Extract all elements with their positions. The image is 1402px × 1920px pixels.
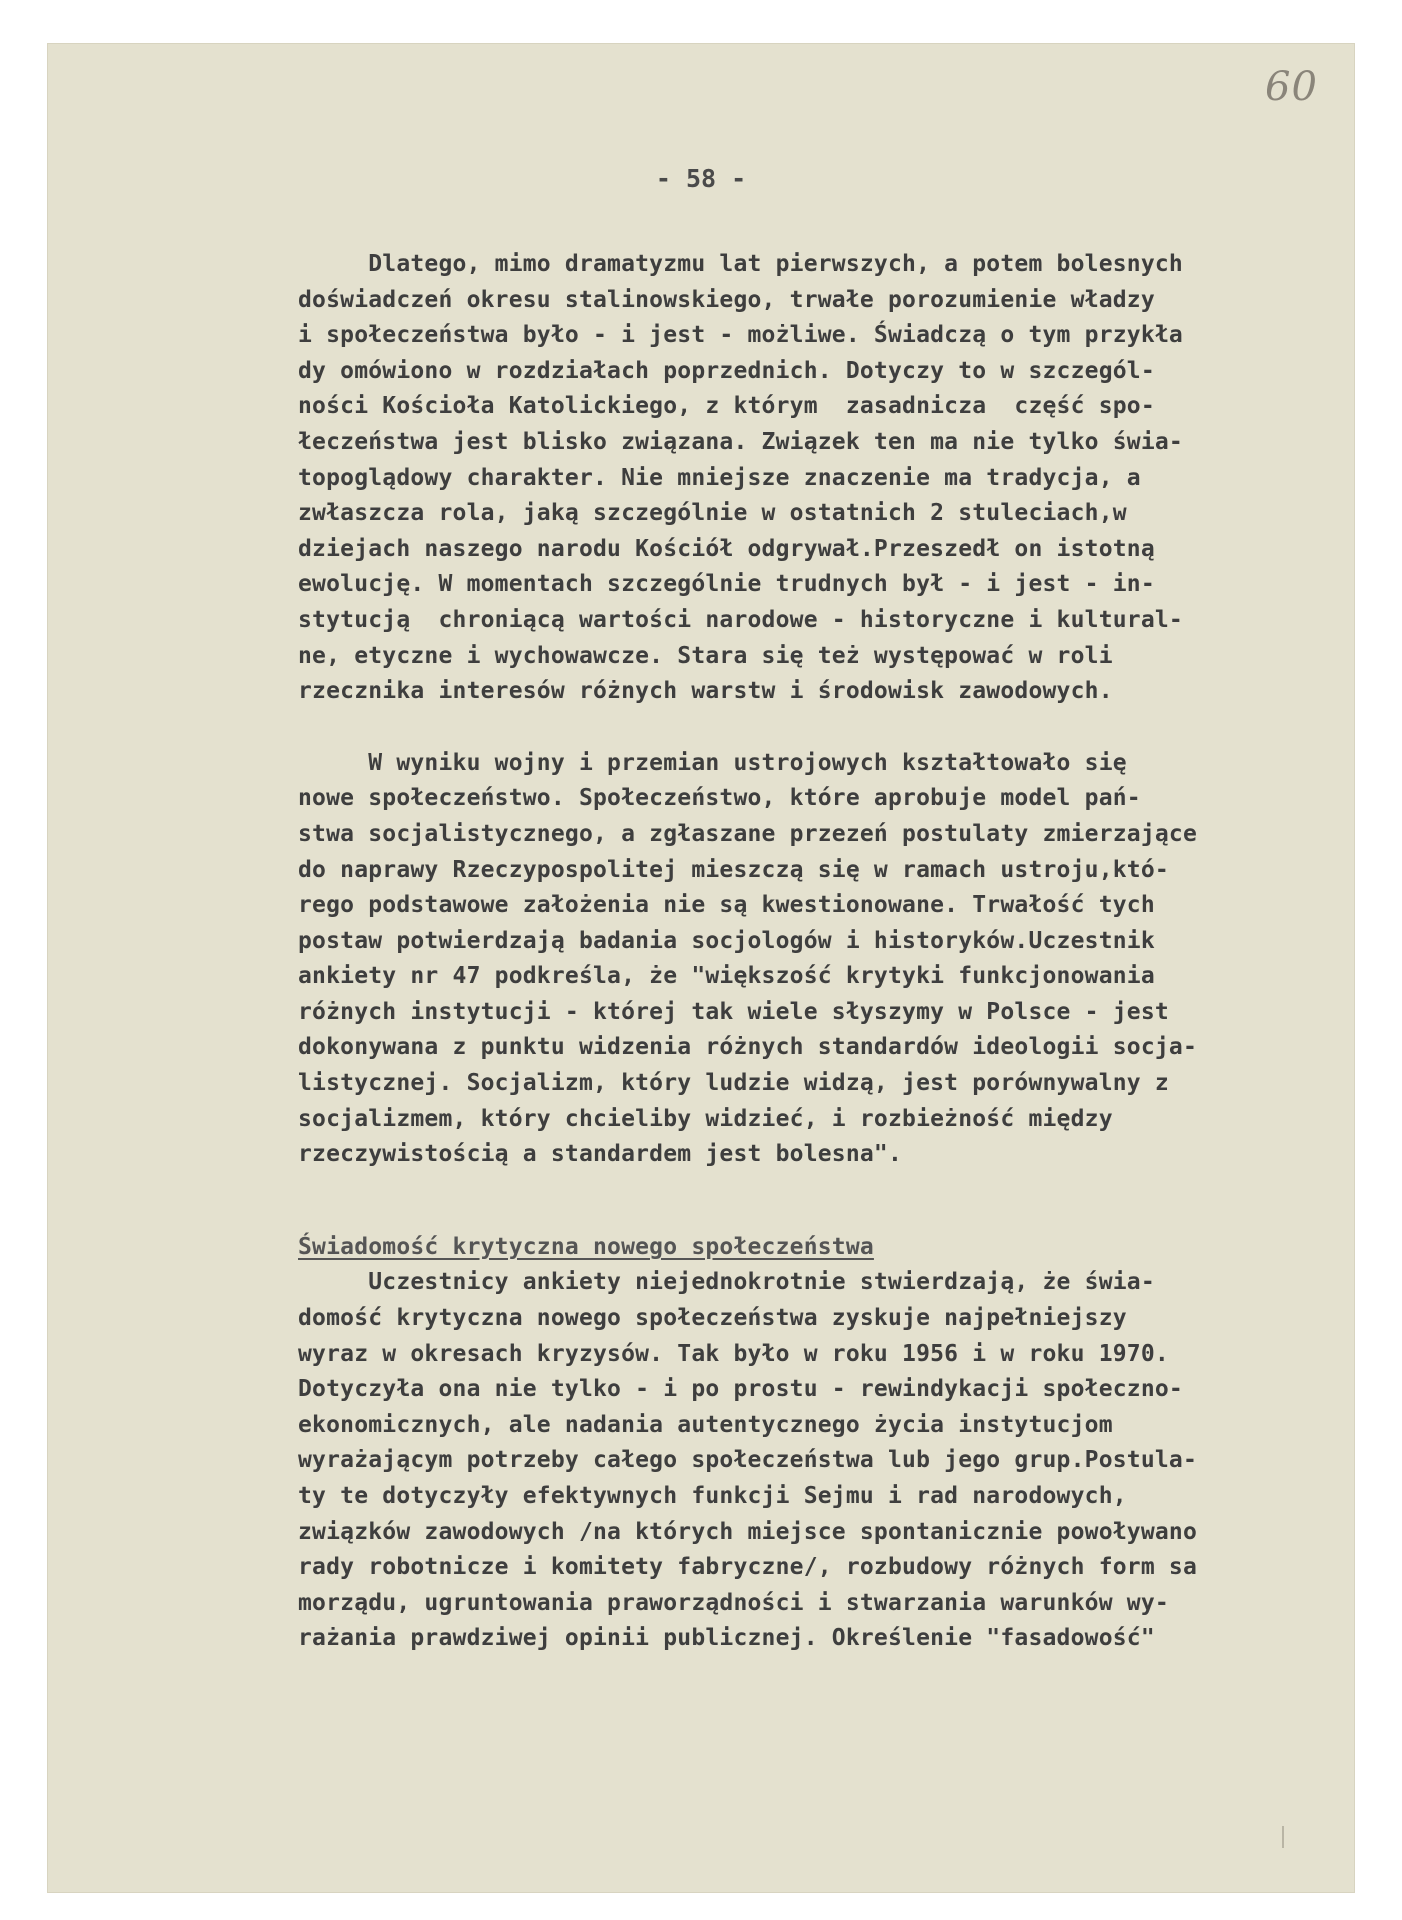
text-line: wyraz w okresach kryzysów. Tak było w roku 1956 i w roku 1970.	[298, 1340, 1169, 1367]
text-line: różnych instytucji - której tak wiele słyszymy w Polsce - jest	[298, 998, 1169, 1025]
text-line: ty te dotyczyły efektywnych funkcji Sejmu i rad narodowych,	[298, 1483, 1127, 1509]
text-line: rażania prawdziwej opinii publicznej. Określenie "fasadowość"	[298, 1625, 1155, 1652]
text-line: ekonomicznych, ale nadania autentycznego życia instytucjom	[298, 1411, 1113, 1438]
text-line: rzeczywistością a standardem jest bolesna".	[298, 1141, 903, 1168]
text-line: ankiety nr 47 podkreśla, że "większość krytyki funkcjonowania	[298, 963, 1155, 990]
text-line: Dlatego, mimo dramatyzmu lat pierwszych, a potem bolesnych	[298, 251, 1183, 277]
text-line: wyrażającym potrzeby całego społeczeństwa lub jego grup.Postula-	[298, 1447, 1198, 1474]
text-line: listycznej. Socjalizm, który ludzie widzą, jest porównywalny z	[298, 1070, 1169, 1097]
text-line: ności Kościoła Katolickiego, z którym zasadnicza część spo-	[298, 393, 1155, 420]
text-line: domość krytyczna nowego społeczeństwa zyskuje najpełniejszy	[298, 1305, 1127, 1332]
text-line: zwłaszcza rola, jaką szczególnie w ostatnich 2 stuleciach,w	[298, 500, 1127, 527]
text-line: W wyniku wojny i przemian ustrojowych kształtowało się	[298, 749, 1127, 776]
section-heading: Świadomość krytyczna nowego społeczeństwa	[298, 1233, 874, 1260]
paragraph-1	[298, 247, 1338, 710]
text-line: nowe społeczeństwo. Społeczeństwo, które aprobuje model pań-	[298, 785, 1141, 812]
text-line: doświadczeń okresu stalinowskiego, trwałe porozumienie władzy	[298, 286, 1155, 313]
text-line: morządu, ugruntowania praworządności i stwarzania warunków wy-	[298, 1589, 1169, 1616]
text-line: do naprawy Rzeczypospolitej mieszczą się w ramach ustroju,któ-	[298, 856, 1169, 883]
text-line: dziejach naszego narodu Kościół odgrywał.Przeszedł on istotną	[298, 535, 1155, 562]
page-number: - 58 -	[655, 164, 747, 193]
text-line: topoglądowy charakter. Nie mniejsze znaczenie ma tradycja, a	[298, 464, 1141, 491]
text-line: rego podstawowe założenia nie są kwestionowane. Trwałość tych	[298, 892, 1155, 919]
text-line: i społeczeństwa było - i jest - możliwe. Świadczą o tym przykła	[298, 322, 1183, 349]
text-line: postaw potwierdzają badania socjologów i historyków.Uczestnik	[298, 927, 1155, 954]
text-line: dokonywana z punktu widzenia różnych standardów ideologii socja-	[298, 1034, 1198, 1061]
archive-page-number: 60	[1265, 64, 1318, 110]
text-line: Uczestnicy ankiety niejednokrotnie stwierdzają, że świa-	[298, 1269, 1155, 1296]
margin-pencil-mark	[1282, 1826, 1284, 1848]
document-body	[298, 247, 1338, 1657]
text-line: dy omówiono w rozdziałach poprzednich. Dotyczy to w szczegól-	[298, 357, 1155, 384]
paragraph-2	[298, 746, 1338, 1173]
text-line: rzecznika interesów różnych warstw i środowisk zawodowych.	[298, 678, 1113, 705]
paragraph-3	[298, 1265, 1338, 1657]
text-line: socjalizmem, który chcieliby widzieć, i rozbieżność między	[298, 1105, 1113, 1132]
text-line: związków zawodowych /na których miejsce spontanicznie powoływano	[298, 1518, 1198, 1545]
text-line: Dotyczyła ona nie tylko - i po prostu - rewindykacji społeczno-	[298, 1376, 1183, 1403]
text-line: łeczeństwa jest blisko związana. Związek ten ma nie tylko świa-	[298, 428, 1183, 455]
text-line: stytucją chroniącą wartości narodowe - historyczne i kultural-	[298, 606, 1183, 633]
text-line: ewolucję. W momentach szczególnie trudnych był - i jest - in-	[298, 571, 1155, 598]
text-line: stwa socjalistycznego, a zgłaszane przezeń postulaty zmierzające	[298, 820, 1198, 847]
text-line: rady robotnicze i komitety fabryczne/, rozbudowy różnych form sa	[298, 1554, 1198, 1581]
text-line: ne, etyczne i wychowawcze. Stara się też występować w roli	[298, 642, 1113, 669]
